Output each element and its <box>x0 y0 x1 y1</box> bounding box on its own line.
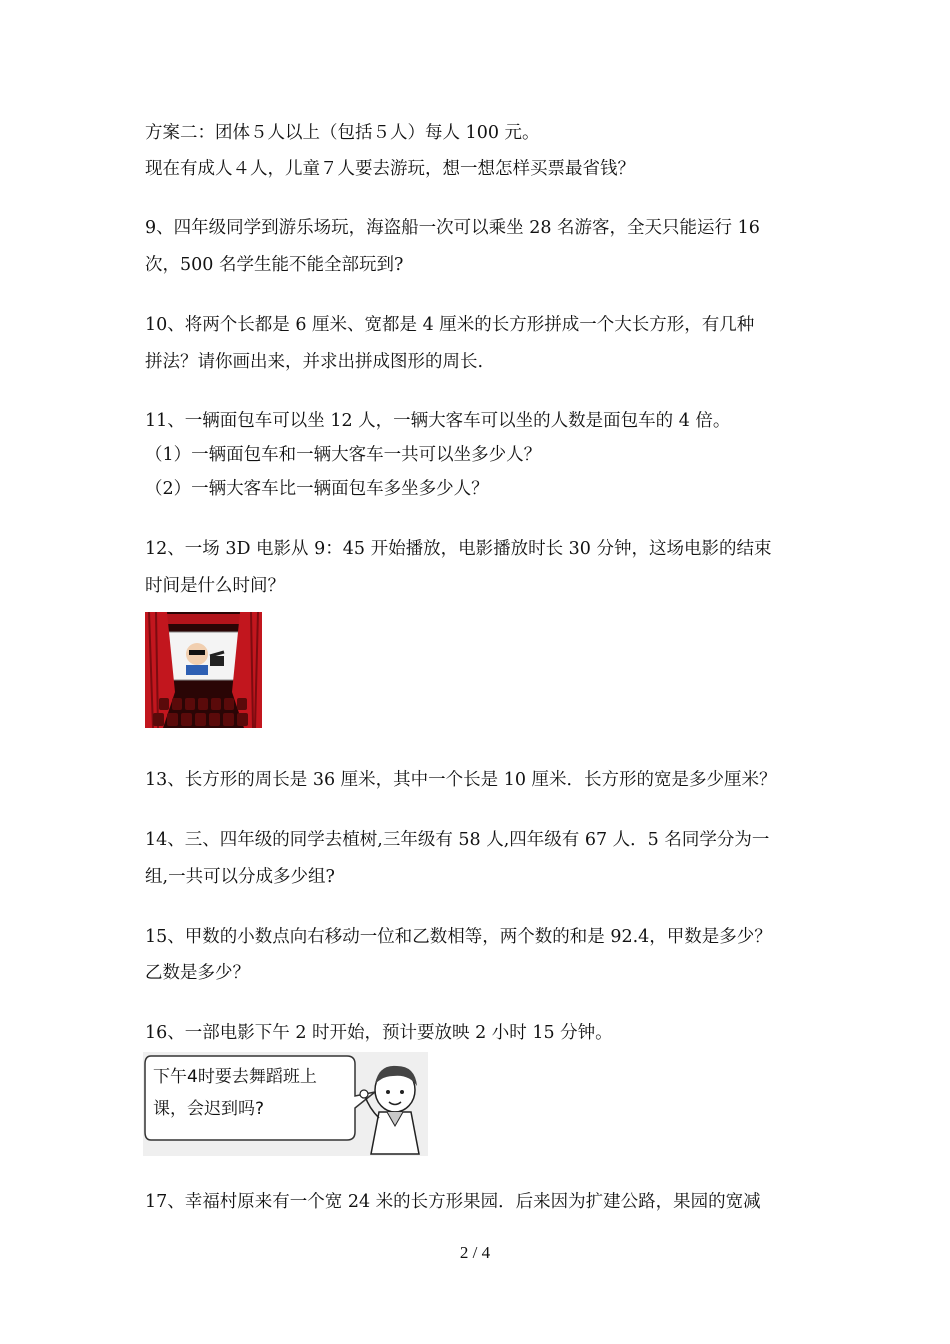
q14-line-2: 组,一共可以分成多少组? <box>145 867 335 887</box>
q14-line-1: 14、三、四年级的同学去植树,三年级有 58 人,四年级有 67 人．5 名同学分为一 <box>145 830 770 850</box>
q17-line: 17、幸福村原来有一个宽 24 米的长方形果园．后来因为扩建公路，果园的宽减 <box>145 1192 761 1212</box>
q16-line: 16、一部电影下午 2 时开始，预计要放映 2 小时 15 分钟。 <box>145 1023 613 1043</box>
q15-line-2: 乙数是多少？ <box>145 963 250 983</box>
q12-line-2: 时间是什么时间？ <box>145 576 285 596</box>
q8-question-line: 现在有成人４人，儿童７人要去游玩，想一想怎样买票最省钱？ <box>145 159 635 179</box>
q15-line-1: 15、甲数的小数点向右移动一位和乙数相等，两个数的和是 92.4，甲数是多少？ <box>145 927 772 947</box>
q11-sub-2: （2）一辆大客车比一辆面包车多坐多少人？ <box>145 479 489 499</box>
bubble-text-line-2: 课，会迟到吗? <box>153 1099 265 1119</box>
cinema-screen-illustration <box>145 612 262 728</box>
q12-line-1: 12、一场 3D 电影从 9：45 开始播放，电影播放时长 30 分钟，这场电影的结束 <box>145 539 772 559</box>
q13-line: 13、长方形的周长是 36 厘米，其中一个长是 10 厘米．长方形的宽是多少厘米？ <box>145 770 777 790</box>
bubble-text-line-1: 下午4时要去舞蹈班上 <box>153 1067 317 1087</box>
page-number: 2 / 4 <box>459 1243 491 1262</box>
boy-speech-bubble-illustration <box>143 1052 428 1156</box>
q9-line-2: 次，500 名学生能不能全部玩到? <box>145 255 404 275</box>
q11-line-1: 11、一辆面包车可以坐 12 人，一辆大客车可以坐的人数是面包车的 4 倍。 <box>145 411 731 431</box>
plan-two-line: 方案二：团体５人以上（包括５人）每人 100 元。 <box>145 123 540 143</box>
q10-line-1: 10、将两个长都是 6 厘米、宽都是 4 厘米的长方形拼成一个大长方形，有几种 <box>145 315 755 335</box>
q11-sub-1: （1）一辆面包车和一辆大客车一共可以坐多少人？ <box>145 445 542 465</box>
q10-line-2: 拼法？请你画出来，并求出拼成图形的周长. <box>145 352 484 372</box>
q9-line-1: 9、四年级同学到游乐场玩，海盗船一次可以乘坐 28 名游客，全天只能运行 16 <box>145 218 760 238</box>
